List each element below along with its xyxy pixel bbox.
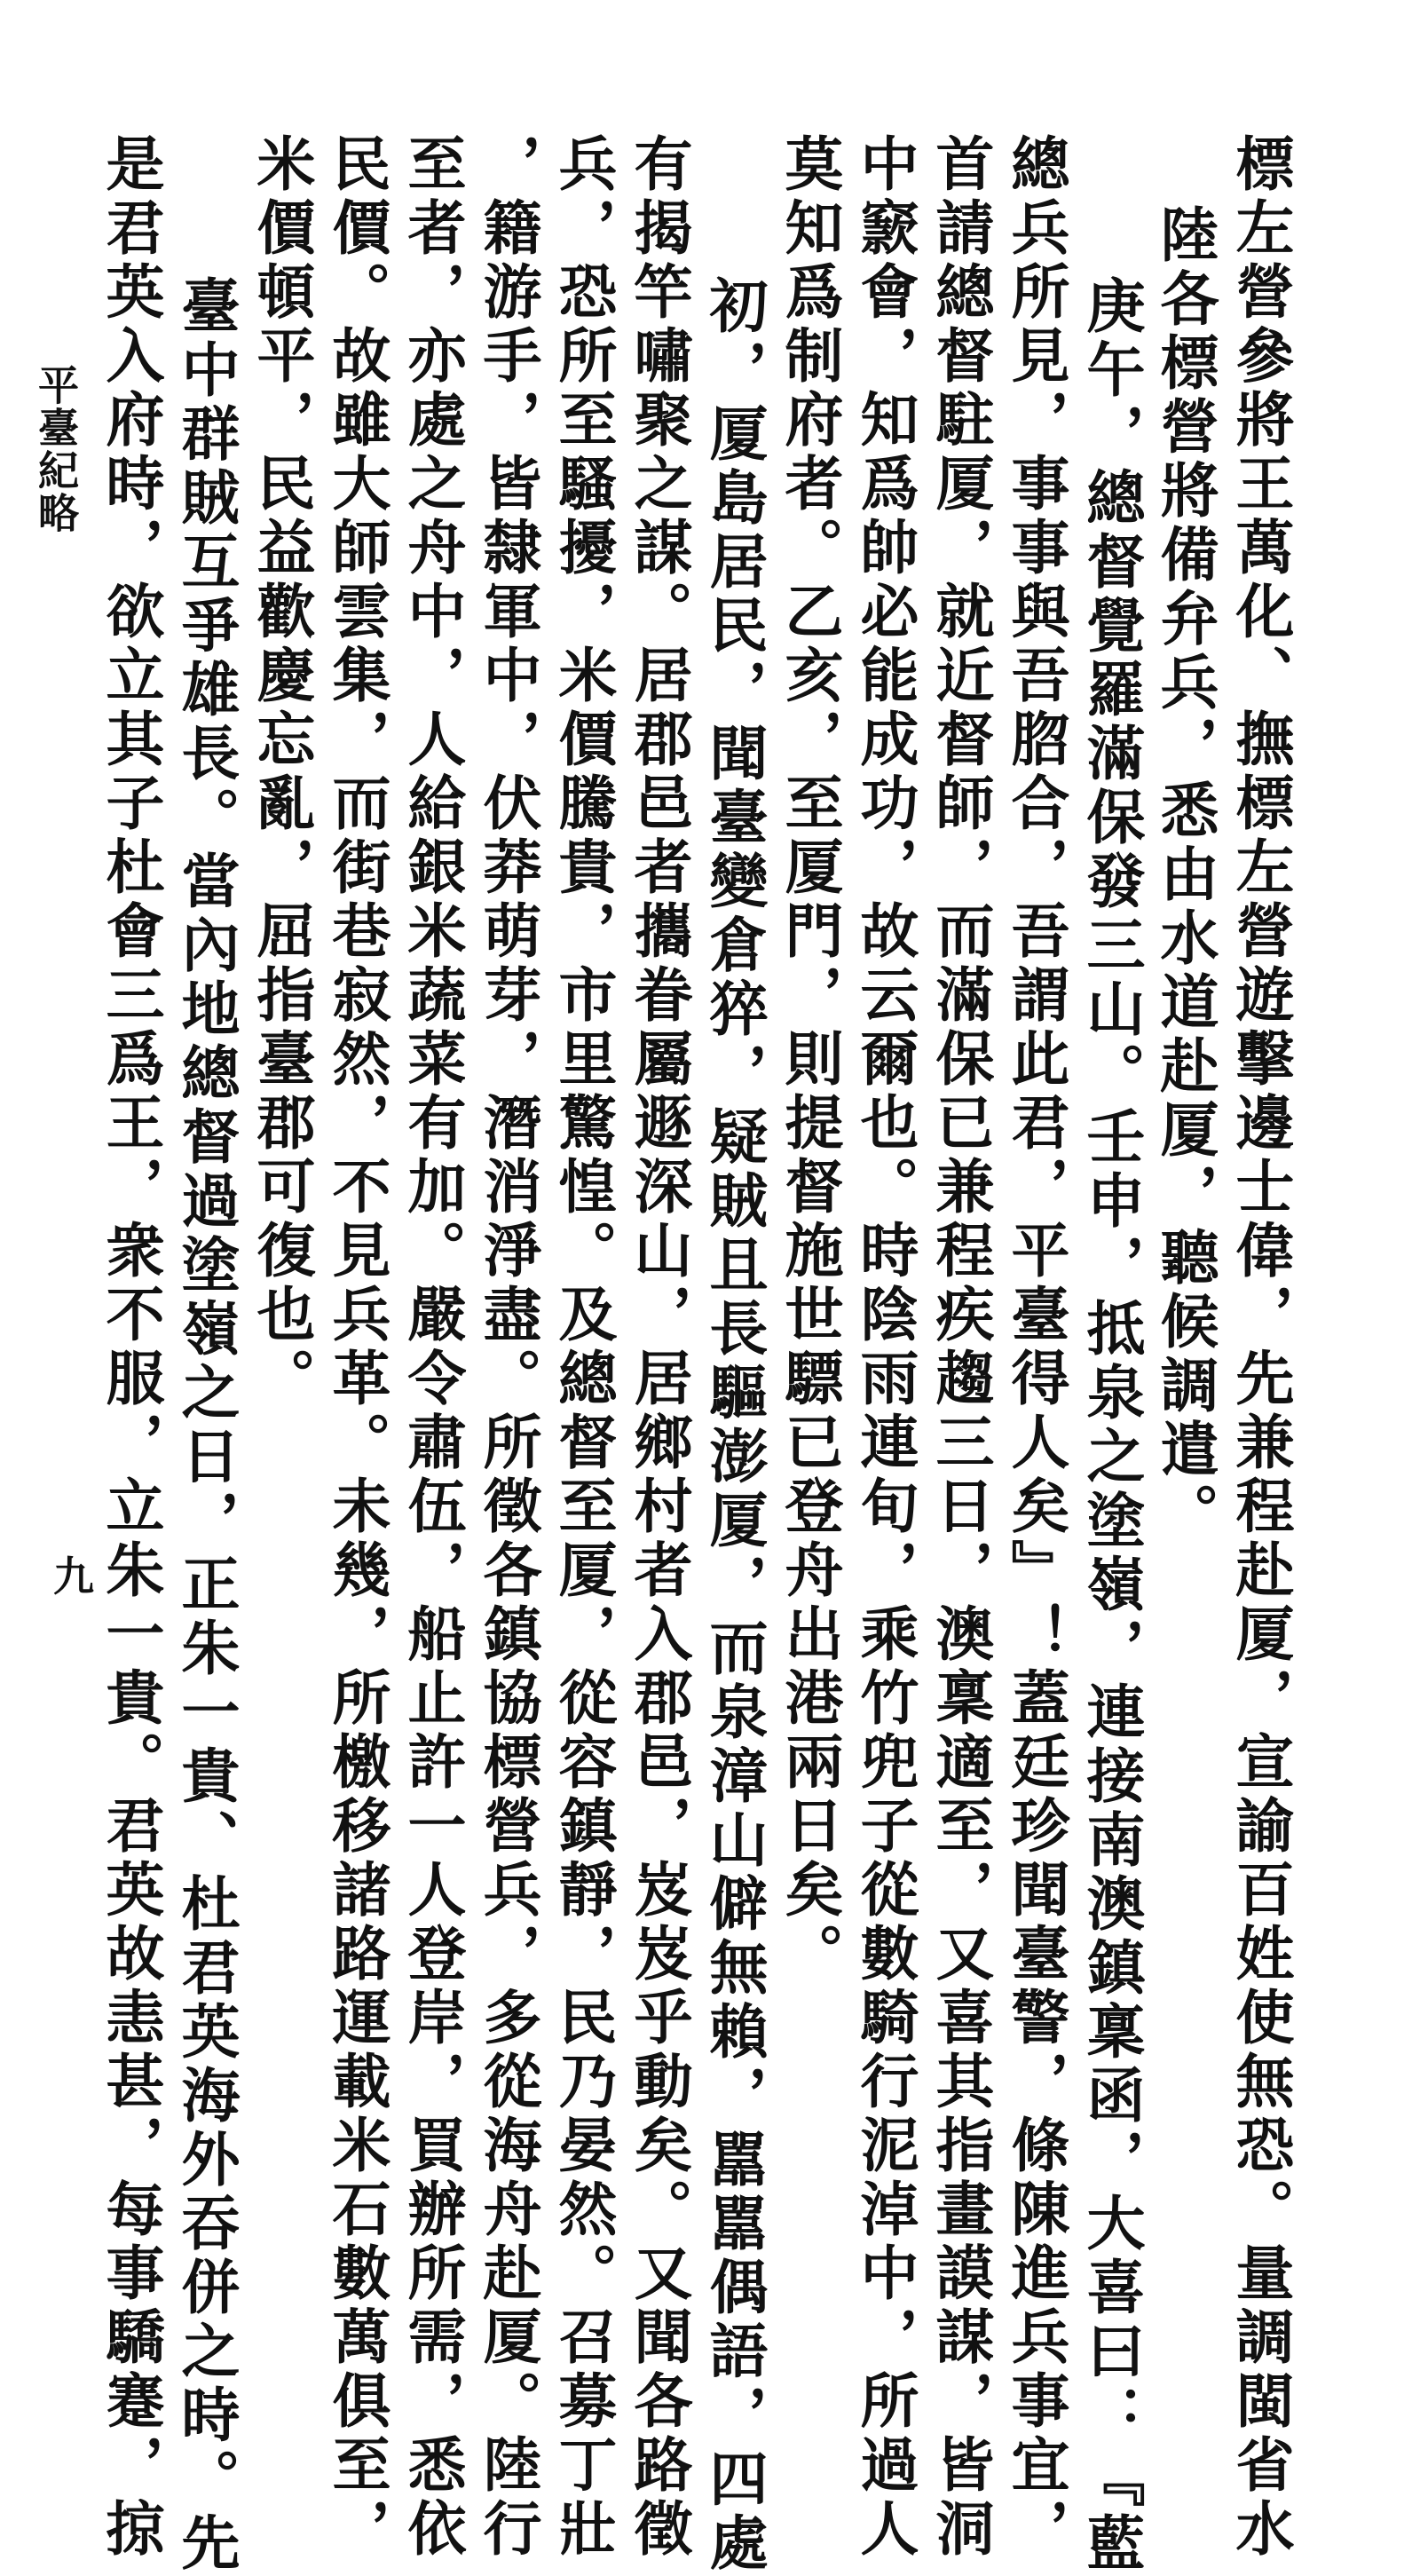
text-column-7: 莫知爲制府者。乙亥，至厦門，則提督施世驃已登舟出港兩日矣。	[775, 133, 844, 1987]
running-header-title: 平臺紀略	[32, 364, 80, 534]
text-column-4: 總兵所見，事事與吾脗合，吾謂此君，平臺得人矣』！蓋廷珍聞臺警，條陳進兵事宜，	[1001, 133, 1070, 2562]
text-column-6: 中窾會，知爲帥必能成功，故云爾也。時陰雨連旬，乘竹兜子從數騎行泥淖中，所過人	[850, 133, 919, 2562]
text-column-14: 米價頓平，民益歡慶忘亂，屈指臺郡可復也。	[247, 133, 316, 1411]
text-column-5: 首請總督駐厦，就近督師，而滿保已兼程疾趨三日，澳稟適至，又喜其指畫謨謀，皆洞	[926, 133, 995, 2562]
text-column-10: 兵，恐所至騷擾，米價騰貴，市里驚惶。及總督至厦，從容鎮靜，民乃晏然。召募丁壯	[548, 133, 618, 2562]
text-column-9: 有揭竿嘯聚之謀。居郡邑者攜眷屬遯深山，居鄉村者入郡邑，岌岌乎動矣。又聞各路徵	[624, 133, 693, 2562]
text-column-2: 陸各標營將備弁兵，悉由水道赴厦，聽候調遣。	[1150, 204, 1219, 1546]
text-column-12: 至者，亦處之舟中，人給銀米蔬菜有加。嚴令肅伍，船止許一人登岸，買辦所需，悉依	[398, 133, 467, 2562]
text-column-16: 是君英入府時，欲立其子杜會三爲王，衆不服，立朱一貴。君英故恚甚，每事驕蹇，掠	[96, 133, 165, 2562]
text-column-8: 初，厦島居民，聞臺變倉猝，疑賊且長驅澎厦，而泉漳山僻無賴，嚚嚚偶語，四處	[699, 275, 769, 2576]
text-column-13: 民價。故雖大師雲集，而街巷寂然，不見兵革。未幾，所檄移諸路運載米石數萬俱至，	[322, 133, 391, 2562]
text-column-15: 臺中群賊互爭雄長。當內地總督過塗嶺之日，正朱一貴、杜君英海外吞併之時。先	[171, 275, 241, 2576]
page-number: 九	[53, 1553, 94, 1600]
text-column-3: 庚午，總督覺羅滿保發三山。壬申，抵泉之塗嶺，連接南澳鎮稟函，大喜曰：『藍	[1077, 275, 1146, 2576]
text-column-1: 標左營參將王萬化、撫標左營遊擊邊士偉，先兼程赴厦，宣諭百姓使無恐。量調閩省水	[1226, 133, 1295, 2562]
text-column-11: ，籍游手，皆隸軍中，伏莽萌芽，潛消淨盡。所徵各鎮協標營兵，多從海舟赴厦。陸行	[473, 133, 542, 2562]
